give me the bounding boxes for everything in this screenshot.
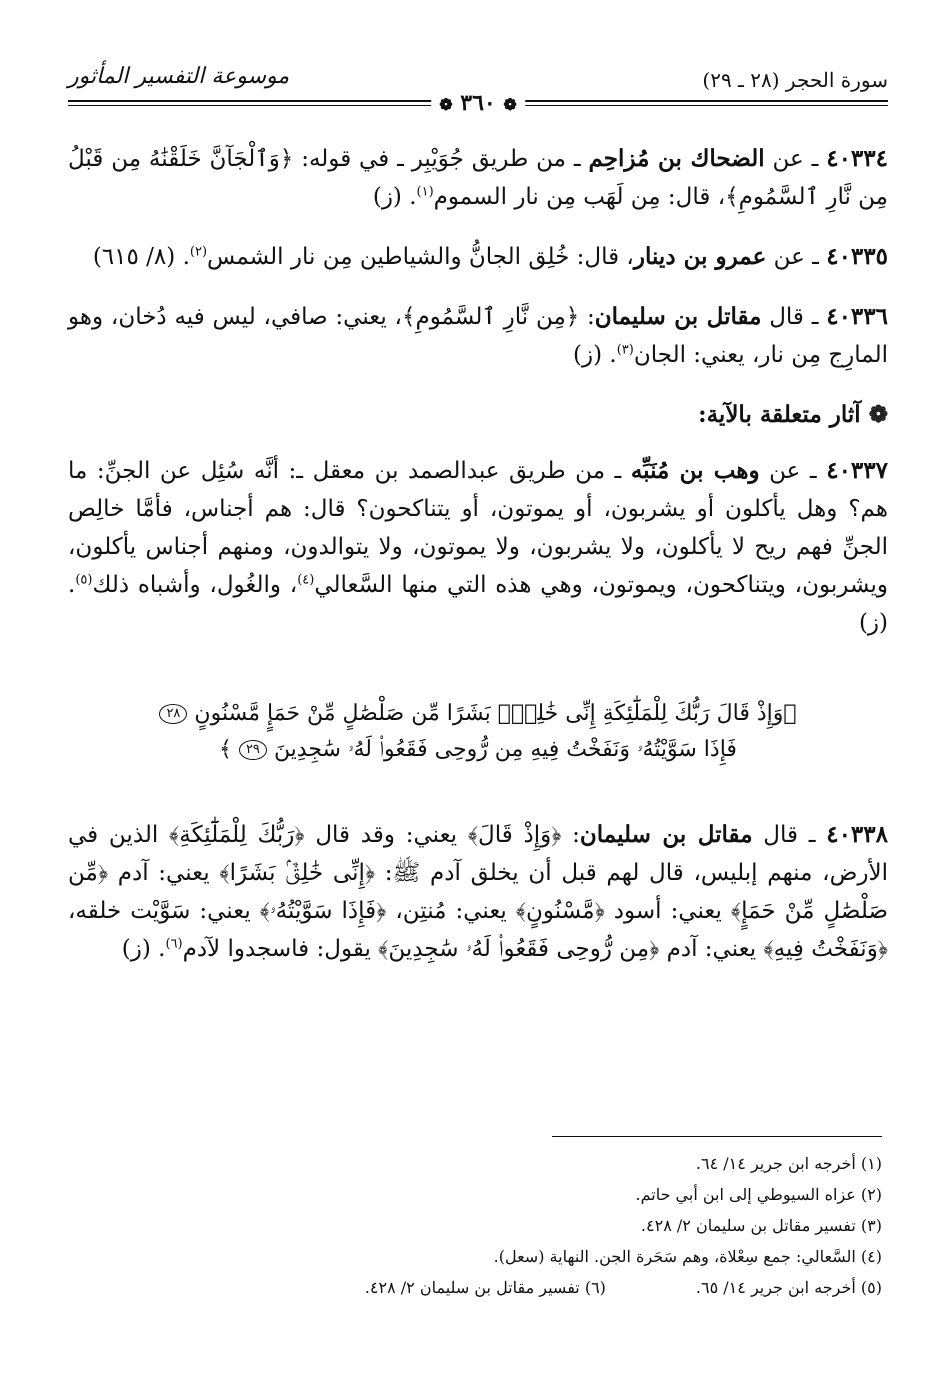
athar-text: ، قال: خُلِق الجانُّ والشياطين مِن نار الشمس (207, 244, 634, 270)
verse-number-icon: ٢٨ (159, 704, 187, 724)
athar-tail: . (٨/ ٦١٥) (92, 244, 190, 270)
narrator-name: وهب بن مُنَبِّه (630, 457, 760, 484)
quran-verse-block (68, 696, 888, 768)
footnote-ref[interactable]: (٣) (616, 342, 634, 358)
footnote-ref[interactable]: (٥) (75, 572, 93, 588)
footnote: (٣) تفسير مقاتل بن سليمان ٢/ ٤٢٨. (640, 1216, 882, 1235)
verse-number-icon: ٢٩ (239, 740, 267, 760)
footnote: (٢) عزاه السيوطي إلى ابن أبي حاتم. (635, 1185, 882, 1204)
flower-icon: ❁ (868, 401, 888, 428)
page-content (68, 140, 888, 990)
athar-number: ٤٠٣٣٧ (826, 457, 888, 484)
narrator-name: مقاتل بن سليمان (594, 303, 762, 330)
athar-tail: . (ز) (573, 342, 617, 368)
athar-number: ٤٠٣٣٥ (826, 243, 888, 270)
athar-text: : ﴿مِن نَّارِ ٱلسَّمُومِ﴾، يعني: صافي، ليس فيه دُخان، وهو المارِج مِن نار، يعني: الجان (68, 304, 888, 368)
footnote: (٤) السَّعالي: جمع سِعْلاة، وهم سَحَرة الجن. النهاية (سعل). (493, 1247, 882, 1266)
page-number: ٣٦٠ (460, 90, 496, 116)
athar-lead: ـ قال (761, 304, 827, 330)
athar-lead: ـ عن (764, 146, 827, 172)
verse-text: ﴿وَإِذْ قَالَ رَبُّكَ لِلْمَلَٰٓئِكَةِ إِنِّى خَٰلِقٌۢ بَشَرًا مِّن صَلْصَٰلٍ مِّنْ حَمَإٍ مَّسْنُونٍ (194, 701, 797, 726)
athar-number: ٤٠٣٣٤ (826, 145, 888, 172)
footnote: (٥) أخرجه ابن جرير ١٤/ ٦٥. (695, 1278, 882, 1297)
athar-tail: . (ز) (372, 184, 417, 210)
athar-text-mid: ، والغُول، وأشباه ذلك (92, 572, 298, 598)
athar-lead: ـ قال (752, 822, 827, 848)
ornament-icon: ❁ (503, 95, 517, 114)
footnote-ref[interactable]: (٢) (189, 244, 208, 260)
athar-tail: . (ز) (121, 936, 166, 962)
footnote-ref[interactable]: (٤) (297, 572, 315, 588)
footnote-ref[interactable]: (١) (416, 184, 434, 200)
section-heading (68, 396, 888, 434)
verse-text: فَإِذَا سَوَّيْتُهُۥ وَنَفَخْتُ فِيهِ مِن رُّوحِى فَقَعُوا۟ لَهُۥ سَٰجِدِينَ (273, 737, 737, 762)
footnote: (١) أخرجه ابن جرير ١٤/ ٦٤. (695, 1154, 882, 1173)
surah-title: سورة الحجر (٢٨ ـ ٢٩) (702, 68, 888, 92)
verse-line (68, 696, 888, 732)
athar-lead: ـ عن (766, 244, 827, 270)
footnote: (٦) تفسير مقاتل بن سليمان ٢/ ٤٢٨. (364, 1278, 606, 1297)
athar-paragraph (68, 816, 888, 968)
footnote-row (62, 1272, 882, 1303)
page-header (68, 62, 888, 116)
section-heading-text: آثار متعلقة بالآية: (698, 401, 861, 428)
ornament-icon: ❁ (439, 95, 453, 114)
athar-paragraph (68, 298, 888, 374)
athar-tail: . (ز) (68, 572, 888, 636)
narrator-name: مقاتل بن سليمان (579, 821, 753, 848)
athar-paragraph (68, 140, 888, 216)
athar-text: : ﴿وَإِذْ قَالَ﴾ يعني: وقد قال ﴿رَبُّكَ لِلْمَلَٰٓئِكَةِ﴾ الذين في الأرض، منهم إبليس، قال لهم قبل أن يخلق آدم ﷺ: ﴿إِنِّى خَٰلِقٌۢ بَشَرًا﴾ يعني: آدم ﴿مِّن صَلْصَٰلٍ مِّنْ حَمَإٍ﴾ يعني: أسود ﴿مَّسْنُونٍ﴾ يعني: مُنتِن، ﴿فَإِذَا سَوَّيْتُهُۥ﴾ يعني: سَوَّيْت خلقه، ﴿وَنَفَخْتُ فِيهِ﴾ يعني: آدم ﴿مِن رُّوحِى فَقَعُوا۟ لَهُۥ سَٰجِدِينَ﴾ يقول: فاسجدوا لآدم (68, 822, 888, 962)
footnote-ref[interactable]: (٦) (165, 936, 183, 952)
page-number-box (431, 90, 525, 116)
athar-paragraph (68, 452, 888, 642)
narrator-name: عمرو بن دينار (633, 243, 767, 270)
verse-line (68, 732, 888, 768)
athar-paragraph (68, 238, 888, 276)
athar-number: ٤٠٣٣٦ (826, 303, 888, 330)
book-title: موسوعة التفسير المأثور (68, 64, 290, 89)
athar-lead: ـ عن (759, 458, 827, 484)
athar-text: ـ من طريق عبدالصمد بن معقل ـ: أنَّه سُئِل عن الجنِّ: ما هم؟ وهل يأكلون أو يشربون، أو يموتون، أو يتناكحون؟ قال: هم أجناس، فأمَّا خالِص الجنِّ فهم ريح لا يأكلون، ولا يشربون، ولا يموتون، ولا يتوالدون، ومنهم أجناس يأكلون، ويشربون، ويتناكحون، ويموتون، وهي هذه التي منها السَّعالي (68, 458, 888, 598)
athar-text: ـ من طريق جُوَيْبِر ـ في قوله: ﴿وَٱلْجَآنَّ خَلَقْنَٰهُ مِن قَبْلُ مِن نَّارِ ٱلسَّمُومِ﴾، قال: مِن لَهَب مِن نار السموم (68, 146, 888, 210)
footnotes (62, 1148, 882, 1303)
verse-close-bracket: ﴾ (219, 737, 232, 762)
narrator-name: الضحاك بن مُزاحِم (588, 145, 765, 172)
athar-number: ٤٠٣٣٨ (826, 821, 888, 848)
footnote-rule (552, 1136, 882, 1137)
